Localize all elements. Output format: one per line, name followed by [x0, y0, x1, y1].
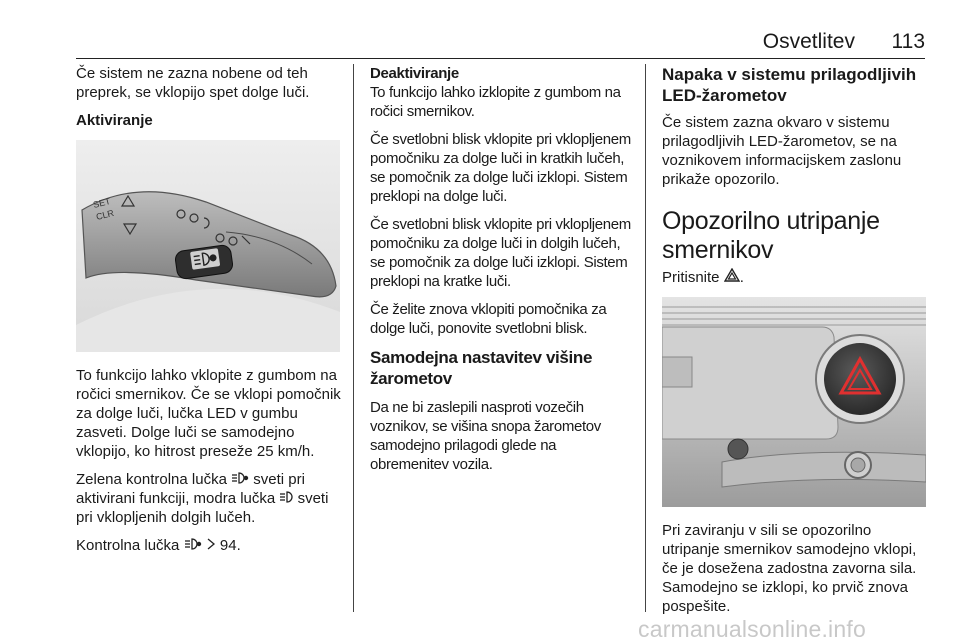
heading-deactivation: Deaktiviranje — [370, 65, 459, 82]
paragraph-flash-low-beam: Če svetlobni blisk vklopite pri vklopljenem pomočniku za dolge luči in kratkih lučeh, se pomočnik za dolge luči izklopi. Sistem preklopi na dolge luči. — [370, 131, 631, 205]
paragraph-auto-levelling: Da ne bi zaslepili nasproti vozečih voznikov, se višina snopa žarometov samodejno prilagodi glede na obremenitev vozila. — [370, 399, 601, 473]
stalk-illustration — [76, 140, 340, 352]
paragraph-text: sveti pri vklopljenih dolgih lučeh. — [76, 490, 329, 526]
column-1 — [76, 64, 342, 564]
section-title: Osvetlitev — [762, 30, 855, 53]
paragraph-function: To funkcijo lahko vklopite z gumbom na ročici smernikov. Če se vklopi pomočnik za dolge luči, lučka LED v gumbu zasveti. Dolge luči se samodejno vklopijo, ko hitrost preseže 25 km/h. — [76, 367, 341, 460]
heading-hazard-warning: Opozorilno utripanje smernikov — [662, 207, 880, 264]
paragraph-emergency-braking: Pri zaviranju v sili se opozorilno utripanje smernikov samodejno vklopi, če je dosežena zadostna zavorna sila. Samodejno se izklopi, ko prvič znova pospešite. — [662, 522, 917, 615]
stalk-label-clr: CLR — [95, 207, 115, 222]
paragraph-deactivation: To funkcijo lahko izklopite z gumbom na ročici smernikov. — [370, 84, 621, 120]
high-beam-assist-icon — [231, 470, 249, 489]
column-2 — [370, 64, 634, 483]
dashboard-hazard-button-photo — [662, 297, 926, 507]
heading-auto-levelling: Samodejna nastavitev višine žarometov — [370, 348, 593, 388]
paragraph-indicator-lights — [76, 470, 342, 527]
stalk-label-set: SET — [92, 196, 112, 210]
page-header — [76, 30, 925, 54]
paragraph-reactivate: Če želite znova vklopiti pomočnika za dolge luči, ponovite svetlobni blisk. — [370, 301, 607, 337]
page-reference-arrow-icon[interactable] — [206, 536, 216, 555]
column-3 — [662, 64, 928, 625]
heading-led-fault: Napaka v sistemu prilagodljivih LED-žarometov — [662, 65, 917, 105]
high-beam-icon — [279, 489, 293, 508]
round-button-icon — [728, 439, 748, 459]
heading-activation: Aktiviranje — [76, 112, 153, 129]
paragraph-control-light — [76, 536, 342, 555]
column-divider — [353, 64, 354, 612]
paragraph-text: Zelena kontrolna lučka — [76, 471, 227, 488]
paragraph-flash-high-beam: Če svetlobni blisk vklopite pri vklopljenem pomočniku za dolge luči in dolgih lučeh, se pomočnik za dolge luči izklopi. Sistem preklopi na kratke luči. — [370, 216, 631, 290]
paragraph-text: sveti pri aktivirani funkciji, modra lučka — [76, 471, 305, 507]
paragraph-intro: Če sistem ne zazna nobene od teh preprek, se vklopijo spet dolge luči. — [76, 65, 310, 101]
header-rule — [76, 58, 925, 59]
paragraph-text: Kontrolna lučka — [76, 537, 180, 554]
high-beam-assist-icon — [184, 536, 202, 555]
hazard-warning-icon — [724, 268, 740, 287]
page-number: 113 — [891, 30, 925, 53]
paragraph-led-fault: Če sistem zazna okvaro v sistemu prilagodljivih LED-žarometov, se na voznikovem informacijskem zaslonu prikaže opozorilo. — [662, 114, 902, 188]
watermark: carmanualsonline.info — [638, 616, 866, 642]
column-divider — [645, 64, 646, 612]
page-reference-link[interactable]: 94. — [219, 537, 241, 554]
paragraph-press: Pritisnite . — [662, 269, 744, 286]
paragraph-text: Pritisnite — [662, 269, 720, 286]
